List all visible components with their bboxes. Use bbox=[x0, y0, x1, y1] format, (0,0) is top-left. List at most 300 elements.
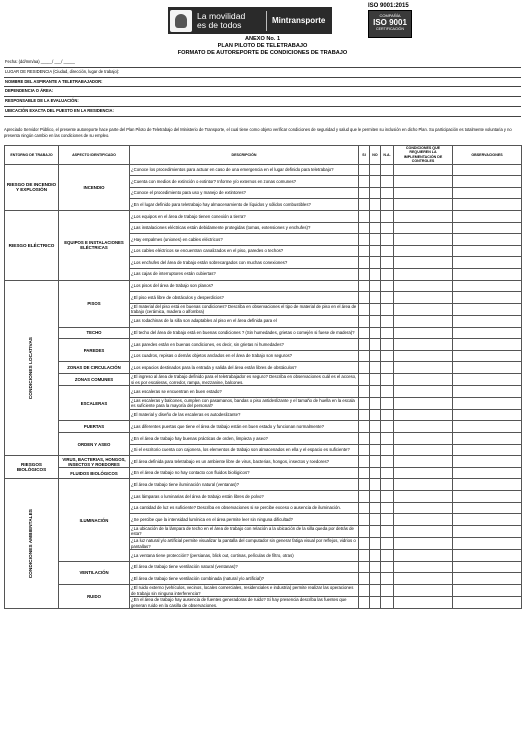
answer-na-cell[interactable] bbox=[381, 584, 394, 596]
work-environment-cell bbox=[5, 280, 59, 456]
answer-na-cell[interactable] bbox=[381, 245, 394, 257]
aspect-cell: ZONAS COMUNES bbox=[59, 373, 130, 385]
answer-no-cell[interactable] bbox=[370, 397, 381, 409]
work-environment-label: RIESGO ELÉCTRICO bbox=[8, 242, 55, 248]
observations-cell[interactable] bbox=[453, 268, 522, 280]
question-text: ¿Las escaleras se encuentran en buen estado? bbox=[130, 386, 359, 398]
answer-na-cell[interactable] bbox=[381, 573, 394, 585]
answer-na-cell[interactable] bbox=[381, 211, 394, 223]
answer-yes-cell[interactable] bbox=[359, 502, 370, 514]
aspect-cell: ESCALERAS bbox=[59, 386, 130, 421]
department-field[interactable]: DEPENDENCIA O ÁREA: bbox=[4, 87, 521, 97]
answer-no-cell[interactable] bbox=[370, 467, 381, 479]
answer-yes-cell[interactable] bbox=[359, 550, 370, 562]
controls-cell[interactable] bbox=[394, 597, 453, 609]
coat-of-arms-icon bbox=[170, 10, 192, 32]
answer-no-cell[interactable] bbox=[370, 176, 381, 188]
controls-cell[interactable] bbox=[394, 444, 453, 456]
answer-no-cell[interactable] bbox=[370, 164, 381, 176]
answer-na-cell[interactable] bbox=[381, 433, 394, 445]
controls-cell[interactable] bbox=[394, 386, 453, 398]
question-text: ¿La cantidad de luz es suficiente? Describa en observaciones si se percibe exceso o ausencia de iluminación. bbox=[130, 502, 359, 514]
answer-na-cell[interactable] bbox=[381, 373, 394, 385]
answer-yes-cell[interactable] bbox=[359, 397, 370, 409]
answer-no-cell[interactable] bbox=[370, 222, 381, 234]
observations-cell[interactable] bbox=[453, 444, 522, 456]
work-environment-label: CONDICIONES LOCATIVAS bbox=[28, 336, 34, 399]
table-row bbox=[5, 456, 522, 468]
iso-badge-main: ISO 9001 bbox=[373, 18, 407, 27]
aspect-cell: EQUIPOS E INSTALACIONES ELÉCTRICAS bbox=[59, 211, 130, 281]
answer-no-cell[interactable] bbox=[370, 584, 381, 596]
observations-cell[interactable] bbox=[453, 222, 522, 234]
answer-yes-cell[interactable] bbox=[359, 421, 370, 433]
observations-cell[interactable] bbox=[453, 456, 522, 468]
answer-no-cell[interactable] bbox=[370, 502, 381, 514]
observations-cell[interactable] bbox=[453, 187, 522, 199]
observations-cell[interactable] bbox=[453, 421, 522, 433]
question-text: ¿La ventana tiene protección? (persianas, blick out, cortinas, películas de filtro, otras) bbox=[130, 550, 359, 562]
observations-cell[interactable] bbox=[453, 199, 522, 211]
observations-cell[interactable] bbox=[453, 327, 522, 339]
answer-no-cell[interactable] bbox=[370, 303, 381, 315]
answer-yes-cell[interactable] bbox=[359, 327, 370, 339]
observations-cell[interactable] bbox=[453, 514, 522, 526]
controls-cell[interactable] bbox=[394, 234, 453, 246]
controls-cell[interactable] bbox=[394, 491, 453, 503]
controls-cell[interactable] bbox=[394, 176, 453, 188]
controls-cell[interactable] bbox=[394, 315, 453, 327]
answer-no-cell[interactable] bbox=[370, 268, 381, 280]
question-text: ¿El piso está libre de obstáculos y desperdicios? bbox=[130, 292, 359, 304]
controls-cell[interactable] bbox=[394, 245, 453, 257]
answer-no-cell[interactable] bbox=[370, 292, 381, 304]
observations-cell[interactable] bbox=[453, 280, 522, 292]
controls-cell[interactable] bbox=[394, 479, 453, 491]
answer-yes-cell[interactable] bbox=[359, 257, 370, 269]
controls-cell[interactable] bbox=[394, 211, 453, 223]
controls-cell[interactable] bbox=[394, 433, 453, 445]
aspect-cell: VIRUS, BACTERIAS, HONGOS, INSECTOS Y ROEDORES bbox=[59, 456, 130, 468]
ministry-logo bbox=[168, 7, 332, 34]
answer-no-cell[interactable] bbox=[370, 257, 381, 269]
answer-yes-cell[interactable] bbox=[359, 456, 370, 468]
form-fields bbox=[4, 58, 521, 117]
answer-na-cell[interactable] bbox=[381, 280, 394, 292]
work-environment-cell bbox=[5, 456, 59, 479]
question-text: ¿En el lugar definido para teletrabajo hay almacenamiento de líquidos y sólidos combustibles? bbox=[130, 199, 359, 211]
question-text: ¿El área de trabajo tiene iluminación natural (ventanas)? bbox=[130, 479, 359, 491]
controls-cell[interactable] bbox=[394, 164, 453, 176]
answer-na-cell[interactable] bbox=[381, 409, 394, 421]
answer-no-cell[interactable] bbox=[370, 491, 381, 503]
controls-cell[interactable] bbox=[394, 502, 453, 514]
question-text: ¿Los espacios destinados para la entrada y salida del área están libres de obstáculos? bbox=[130, 362, 359, 374]
question-text: ¿El techo del área de trabajo está en buenas condiciones ? (Sin humedades, grietas o comején si fuese de madera)? bbox=[130, 327, 359, 339]
iso-label: ISO 9001:2015 bbox=[368, 3, 409, 9]
answer-na-cell[interactable] bbox=[381, 386, 394, 398]
aspect-cell: TECHO bbox=[59, 327, 130, 339]
table-row bbox=[5, 386, 522, 398]
evaluator-field[interactable]: RESPONSABLE DE LA EVALUACIÓN: bbox=[4, 97, 521, 107]
iso-badge-top: COMPAÑÍA bbox=[379, 13, 401, 18]
answer-na-cell[interactable] bbox=[381, 292, 394, 304]
column-header: ENTORNO DE TRABAJO bbox=[5, 146, 59, 165]
answer-na-cell[interactable] bbox=[381, 362, 394, 374]
answer-yes-cell[interactable] bbox=[359, 467, 370, 479]
answer-yes-cell[interactable] bbox=[359, 386, 370, 398]
answer-na-cell[interactable] bbox=[381, 303, 394, 315]
table-row bbox=[5, 211, 522, 223]
table-row bbox=[5, 339, 522, 351]
table-row bbox=[5, 561, 522, 573]
brand-line-1: La movilidad bbox=[197, 10, 246, 21]
observations-cell[interactable] bbox=[453, 303, 522, 315]
answer-no-cell[interactable] bbox=[370, 362, 381, 374]
question-text: ¿El área definida para teletrabajo es un ambiente libre de virus, bacterias, hongos, insectos y roedores? bbox=[130, 456, 359, 468]
answer-yes-cell[interactable] bbox=[359, 164, 370, 176]
answer-no-cell[interactable] bbox=[370, 433, 381, 445]
answer-na-cell[interactable] bbox=[381, 525, 394, 537]
answer-yes-cell[interactable] bbox=[359, 561, 370, 573]
logo-divider bbox=[266, 11, 267, 31]
intro-paragraph: Apreciado Servidor Público, el presente autoreporte hace parte del Plan Piloto de Teletrabajo del Ministerio de Transporte, el cual tiene como objeto verificar condiciones de seguridad y salud que le permiten su inclusión en dicho Plan. Su participación es totalmente voluntaria y no presenta ningún cambio en las condiciones de su empleo. bbox=[4, 127, 512, 138]
observations-cell[interactable] bbox=[453, 502, 522, 514]
answer-no-cell[interactable] bbox=[370, 199, 381, 211]
applicant-name-field[interactable]: NOMBRE DEL ASPIRANTE A TELETRABAJADOR: bbox=[4, 78, 521, 88]
answer-yes-cell[interactable] bbox=[359, 538, 370, 550]
column-header: SI bbox=[359, 146, 370, 165]
controls-cell[interactable] bbox=[394, 525, 453, 537]
controls-cell[interactable] bbox=[394, 257, 453, 269]
controls-cell[interactable] bbox=[394, 327, 453, 339]
observations-cell[interactable] bbox=[453, 525, 522, 537]
observations-cell[interactable] bbox=[453, 597, 522, 609]
question-text: ¿Las rodachinas de la silla son adaptables al piso en el área definida para el bbox=[130, 315, 359, 327]
question-text: ¿El material y diseño de las escaleras es autodeslizante? bbox=[130, 409, 359, 421]
answer-na-cell[interactable] bbox=[381, 176, 394, 188]
question-text: ¿Conoce los procedimientos para actuar en caso de una emergencia en el lugar definido para teletrabajo? bbox=[130, 164, 359, 176]
controls-cell[interactable] bbox=[394, 199, 453, 211]
column-header: NO bbox=[370, 146, 381, 165]
answer-yes-cell[interactable] bbox=[359, 525, 370, 537]
aspect-cell: VENTILACIÓN bbox=[59, 561, 130, 584]
answer-na-cell[interactable] bbox=[381, 479, 394, 491]
answer-no-cell[interactable] bbox=[370, 573, 381, 585]
answer-na-cell[interactable] bbox=[381, 456, 394, 468]
work-environment-label: RIESGO DE INCENDIO Y EXPLOSIÓN bbox=[6, 182, 57, 193]
controls-cell[interactable] bbox=[394, 456, 453, 468]
table-row bbox=[5, 362, 522, 374]
ministry-name: Mintransporte bbox=[272, 16, 326, 25]
controls-cell[interactable] bbox=[394, 538, 453, 550]
brand-text bbox=[197, 12, 261, 30]
work-environment-cell bbox=[5, 164, 59, 210]
form-title: FORMATO DE AUTOREPORTE DE CONDICIONES DE TRABAJO bbox=[177, 49, 348, 56]
answer-na-cell[interactable] bbox=[381, 421, 394, 433]
question-text: ¿Las lámparas o luminarias del área de trabajo están libres de polvo? bbox=[130, 491, 359, 503]
column-header: CONDICIONES QUE REQUIEREN LA IMPLEMENTACIÓN DE CONTROLES bbox=[394, 146, 453, 165]
aspect-cell: PAREDES bbox=[59, 339, 130, 362]
observations-cell[interactable] bbox=[453, 234, 522, 246]
answer-no-cell[interactable] bbox=[370, 550, 381, 562]
controls-cell[interactable] bbox=[394, 514, 453, 526]
answer-yes-cell[interactable] bbox=[359, 268, 370, 280]
work-environment-cell bbox=[5, 479, 59, 609]
answer-na-cell[interactable] bbox=[381, 350, 394, 362]
question-text: ¿El área de trabajo tiene ventilación combinada (natural y/o artificial)? bbox=[130, 573, 359, 585]
answer-no-cell[interactable] bbox=[370, 280, 381, 292]
aspect-cell: ILUMINACIÓN bbox=[59, 479, 130, 561]
controls-cell[interactable] bbox=[394, 292, 453, 304]
question-text: ¿Las diferentes puertas que tiene el área de trabajo están en buen estado y funcionan normalmente? bbox=[130, 421, 359, 433]
column-header: DESCRIPCIÓN bbox=[130, 146, 359, 165]
controls-cell[interactable] bbox=[394, 350, 453, 362]
observations-cell[interactable] bbox=[453, 211, 522, 223]
answer-no-cell[interactable] bbox=[370, 315, 381, 327]
table-row bbox=[5, 373, 522, 385]
table-row bbox=[5, 164, 522, 176]
answer-na-cell[interactable] bbox=[381, 597, 394, 609]
observations-cell[interactable] bbox=[453, 362, 522, 374]
observations-cell[interactable] bbox=[453, 538, 522, 550]
answer-no-cell[interactable] bbox=[370, 327, 381, 339]
observations-cell[interactable] bbox=[453, 491, 522, 503]
question-text: ¿En el área de trabajo no hay contacto con fluidos biológicos? bbox=[130, 467, 359, 479]
aspect-cell: FLUIDOS BIOLÓGICOS bbox=[59, 467, 130, 479]
answer-no-cell[interactable] bbox=[370, 373, 381, 385]
question-text: ¿Las escaleras y balcones, cumplen con pasamanos, bandas o piso antideslizante y el tamaño de huella en la escala es suficiente para la mayoría del personal? bbox=[130, 397, 359, 409]
answer-na-cell[interactable] bbox=[381, 268, 394, 280]
aspect-cell: PUERTAS bbox=[59, 421, 130, 433]
answer-yes-cell[interactable] bbox=[359, 491, 370, 503]
answer-na-cell[interactable] bbox=[381, 467, 394, 479]
answer-na-cell[interactable] bbox=[381, 491, 394, 503]
answer-no-cell[interactable] bbox=[370, 456, 381, 468]
answer-no-cell[interactable] bbox=[370, 409, 381, 421]
date-field[interactable]: Fecha: (dd/mm/aa) _____/ ___/ _____ bbox=[4, 58, 521, 68]
controls-cell[interactable] bbox=[394, 339, 453, 351]
controls-cell[interactable] bbox=[394, 280, 453, 292]
question-text: ¿Hay empalmes (uniones) en cables eléctricos? bbox=[130, 234, 359, 246]
controls-cell[interactable] bbox=[394, 303, 453, 315]
answer-yes-cell[interactable] bbox=[359, 584, 370, 596]
answer-na-cell[interactable] bbox=[381, 561, 394, 573]
observations-cell[interactable] bbox=[453, 561, 522, 573]
answer-yes-cell[interactable] bbox=[359, 234, 370, 246]
controls-cell[interactable] bbox=[394, 561, 453, 573]
controls-cell[interactable] bbox=[394, 397, 453, 409]
question-text: ¿Los equipos en el área de trabajo tienen conexión a tierra? bbox=[130, 211, 359, 223]
table-row bbox=[5, 467, 522, 479]
column-header: OBSERVACIONES bbox=[453, 146, 522, 165]
answer-yes-cell[interactable] bbox=[359, 199, 370, 211]
answer-na-cell[interactable] bbox=[381, 514, 394, 526]
answer-no-cell[interactable] bbox=[370, 350, 381, 362]
controls-cell[interactable] bbox=[394, 409, 453, 421]
controls-cell[interactable] bbox=[394, 421, 453, 433]
answer-na-cell[interactable] bbox=[381, 502, 394, 514]
answer-na-cell[interactable] bbox=[381, 222, 394, 234]
answer-yes-cell[interactable] bbox=[359, 245, 370, 257]
observations-cell[interactable] bbox=[453, 164, 522, 176]
answer-yes-cell[interactable] bbox=[359, 433, 370, 445]
column-header: ASPECTO IDENTIFICADO bbox=[59, 146, 130, 165]
column-header: N.A. bbox=[381, 146, 394, 165]
work-environment-label: RIESGOS BIOLÓGICOS bbox=[16, 462, 47, 473]
table-header-row bbox=[5, 146, 522, 165]
answer-na-cell[interactable] bbox=[381, 257, 394, 269]
answer-yes-cell[interactable] bbox=[359, 373, 370, 385]
aspect-cell: RUIDO bbox=[59, 584, 130, 608]
question-text: ¿Las paredes están en buenas condiciones, es decir, sin grietas ni humedades? bbox=[130, 339, 359, 351]
answer-yes-cell[interactable] bbox=[359, 597, 370, 609]
table-row bbox=[5, 479, 522, 491]
answer-na-cell[interactable] bbox=[381, 327, 394, 339]
controls-cell[interactable] bbox=[394, 187, 453, 199]
answer-no-cell[interactable] bbox=[370, 561, 381, 573]
controls-cell[interactable] bbox=[394, 362, 453, 374]
aspect-cell: PISOS bbox=[59, 280, 130, 327]
question-text: ¿El ruido externo (vehículos, vecinos, locales comerciales, residenciales e industria) permite realizar las operaciones de trabajo sin ninguna interferencia? bbox=[130, 584, 359, 596]
checklist-body bbox=[5, 164, 522, 609]
controls-cell[interactable] bbox=[394, 573, 453, 585]
answer-no-cell[interactable] bbox=[370, 234, 381, 246]
answer-na-cell[interactable] bbox=[381, 397, 394, 409]
table-row bbox=[5, 433, 522, 445]
answer-na-cell[interactable] bbox=[381, 339, 394, 351]
iso-certification-badge bbox=[368, 10, 412, 38]
title-block bbox=[0, 36, 525, 56]
observations-cell[interactable] bbox=[453, 584, 522, 596]
answer-no-cell[interactable] bbox=[370, 479, 381, 491]
work-environment-label: CONDICIONES AMBIENTALES bbox=[28, 509, 34, 579]
question-text: ¿El ingreso al área de trabajo definido para el teletrabajador es seguro? Describa en observaciones cuál es el acceso, si es por escaleras, corredor, rampa, mezzanine, balcones. bbox=[130, 373, 359, 385]
question-text: ¿Se percibe que la intensidad lumínica en el área permite leer sin ninguna dificultad? bbox=[130, 514, 359, 526]
answer-no-cell[interactable] bbox=[370, 421, 381, 433]
observations-cell[interactable] bbox=[453, 467, 522, 479]
answer-yes-cell[interactable] bbox=[359, 514, 370, 526]
answer-no-cell[interactable] bbox=[370, 597, 381, 609]
plan-title: PLAN PILOTO DE TELETRABAJO bbox=[217, 42, 308, 49]
aspect-cell: ORDEN Y ASEO bbox=[59, 433, 130, 456]
answer-yes-cell[interactable] bbox=[359, 176, 370, 188]
question-text: ¿En el área de trabajo hay ausencia de fuentes generadoras de ruido? Si hay presencia describa las fuentes que generan ruido en la casilla de observaciones. bbox=[130, 597, 359, 609]
answer-na-cell[interactable] bbox=[381, 538, 394, 550]
observations-cell[interactable] bbox=[453, 479, 522, 491]
observations-cell[interactable] bbox=[453, 386, 522, 398]
observations-cell[interactable] bbox=[453, 176, 522, 188]
answer-yes-cell[interactable] bbox=[359, 479, 370, 491]
answer-yes-cell[interactable] bbox=[359, 222, 370, 234]
question-text: ¿El área de trabajo tiene ventilación natural (ventanas)? bbox=[130, 561, 359, 573]
observations-cell[interactable] bbox=[453, 433, 522, 445]
observations-cell[interactable] bbox=[453, 350, 522, 362]
answer-yes-cell[interactable] bbox=[359, 211, 370, 223]
observations-cell[interactable] bbox=[453, 397, 522, 409]
answer-yes-cell[interactable] bbox=[359, 187, 370, 199]
observations-cell[interactable] bbox=[453, 573, 522, 585]
question-text: ¿En el área de trabajo hay buenas prácticas de orden, limpieza y aseo? bbox=[130, 433, 359, 445]
answer-no-cell[interactable] bbox=[370, 514, 381, 526]
aspect-cell: ZONAS DE CIRCULACIÓN bbox=[59, 362, 130, 374]
annex-number: ANEXO No. 1 bbox=[244, 36, 281, 42]
controls-cell[interactable] bbox=[394, 268, 453, 280]
answer-yes-cell[interactable] bbox=[359, 409, 370, 421]
answer-no-cell[interactable] bbox=[370, 386, 381, 398]
answer-no-cell[interactable] bbox=[370, 245, 381, 257]
answer-na-cell[interactable] bbox=[381, 164, 394, 176]
answer-na-cell[interactable] bbox=[381, 315, 394, 327]
answer-no-cell[interactable] bbox=[370, 538, 381, 550]
question-text: ¿Las cajas de interruptores están cubiertas? bbox=[130, 268, 359, 280]
answer-yes-cell[interactable] bbox=[359, 444, 370, 456]
observations-cell[interactable] bbox=[453, 373, 522, 385]
answer-yes-cell[interactable] bbox=[359, 303, 370, 315]
answer-no-cell[interactable] bbox=[370, 211, 381, 223]
answer-yes-cell[interactable] bbox=[359, 339, 370, 351]
answer-no-cell[interactable] bbox=[370, 187, 381, 199]
answer-yes-cell[interactable] bbox=[359, 292, 370, 304]
answer-yes-cell[interactable] bbox=[359, 362, 370, 374]
answer-na-cell[interactable] bbox=[381, 234, 394, 246]
answer-yes-cell[interactable] bbox=[359, 350, 370, 362]
question-text: ¿Cuenta con medios de extinción o extintor? Informe y/o externos en zonas comunes? bbox=[130, 176, 359, 188]
answer-yes-cell[interactable] bbox=[359, 280, 370, 292]
brand-line-2: es de todos bbox=[197, 19, 242, 30]
answer-no-cell[interactable] bbox=[370, 339, 381, 351]
question-text: ¿El material del piso está en buenas condiciones? Describa en observaciones el tipo de material de piso en el área de trabajo (cerámica, madera o alfombra) bbox=[130, 303, 359, 315]
controls-cell[interactable] bbox=[394, 222, 453, 234]
table-row bbox=[5, 584, 522, 596]
answer-na-cell[interactable] bbox=[381, 444, 394, 456]
controls-cell[interactable] bbox=[394, 467, 453, 479]
work-environment-cell bbox=[5, 211, 59, 281]
table-row bbox=[5, 327, 522, 339]
question-text: ¿Los pisos del área de trabajo son planos? bbox=[130, 280, 359, 292]
question-text: ¿La luz natural y/o artificial permite visualizar la pantalla del computador sin generar fatiga visual por reflejos, vidrios o pantallas? bbox=[130, 538, 359, 550]
answer-na-cell[interactable] bbox=[381, 550, 394, 562]
question-text: ¿Los cables eléctricos se encuentran canalizados en el piso, paredes o techos? bbox=[130, 245, 359, 257]
iso-badge-bottom: CERTIFICACIÓN bbox=[376, 27, 404, 31]
observations-cell[interactable] bbox=[453, 409, 522, 421]
question-text: ¿Si el escritorio cuenta con cajonera, los elementos de trabajo son almacenados en ella y el espacio es suficiente? bbox=[130, 444, 359, 456]
controls-cell[interactable] bbox=[394, 550, 453, 562]
controls-cell[interactable] bbox=[394, 373, 453, 385]
answer-no-cell[interactable] bbox=[370, 525, 381, 537]
table-row bbox=[5, 280, 522, 292]
observations-cell[interactable] bbox=[453, 550, 522, 562]
answer-na-cell[interactable] bbox=[381, 199, 394, 211]
observations-cell[interactable] bbox=[453, 339, 522, 351]
question-text: ¿Conoce el procedimiento para uso y manejo de extintores? bbox=[130, 187, 359, 199]
observations-cell[interactable] bbox=[453, 257, 522, 269]
answer-yes-cell[interactable] bbox=[359, 315, 370, 327]
answer-na-cell[interactable] bbox=[381, 187, 394, 199]
observations-cell[interactable] bbox=[453, 292, 522, 304]
observations-cell[interactable] bbox=[453, 245, 522, 257]
controls-cell[interactable] bbox=[394, 584, 453, 596]
question-text: ¿Los enchufes del área de trabajo están sobrecargados con muchas conexiones? bbox=[130, 257, 359, 269]
answer-no-cell[interactable] bbox=[370, 444, 381, 456]
answer-yes-cell[interactable] bbox=[359, 573, 370, 585]
workstation-location-field[interactable]: UBICACIÓN EXACTA DEL PUESTO EN LA RESIDENCIA: bbox=[4, 107, 521, 117]
residence-field[interactable]: LUGAR DE RESIDENCIA (Ciudad, dirección, lugar de trabajo): bbox=[4, 68, 521, 78]
question-text: ¿Las instalaciones eléctricas están debidamente protegidas (tomas, extensiones y enchufes)? bbox=[130, 222, 359, 234]
observations-cell[interactable] bbox=[453, 315, 522, 327]
question-text: ¿Los cuadros, repisas o demás objetos anclados en el área de trabajo son seguros? bbox=[130, 350, 359, 362]
aspect-cell: INCENDIO bbox=[59, 164, 130, 210]
